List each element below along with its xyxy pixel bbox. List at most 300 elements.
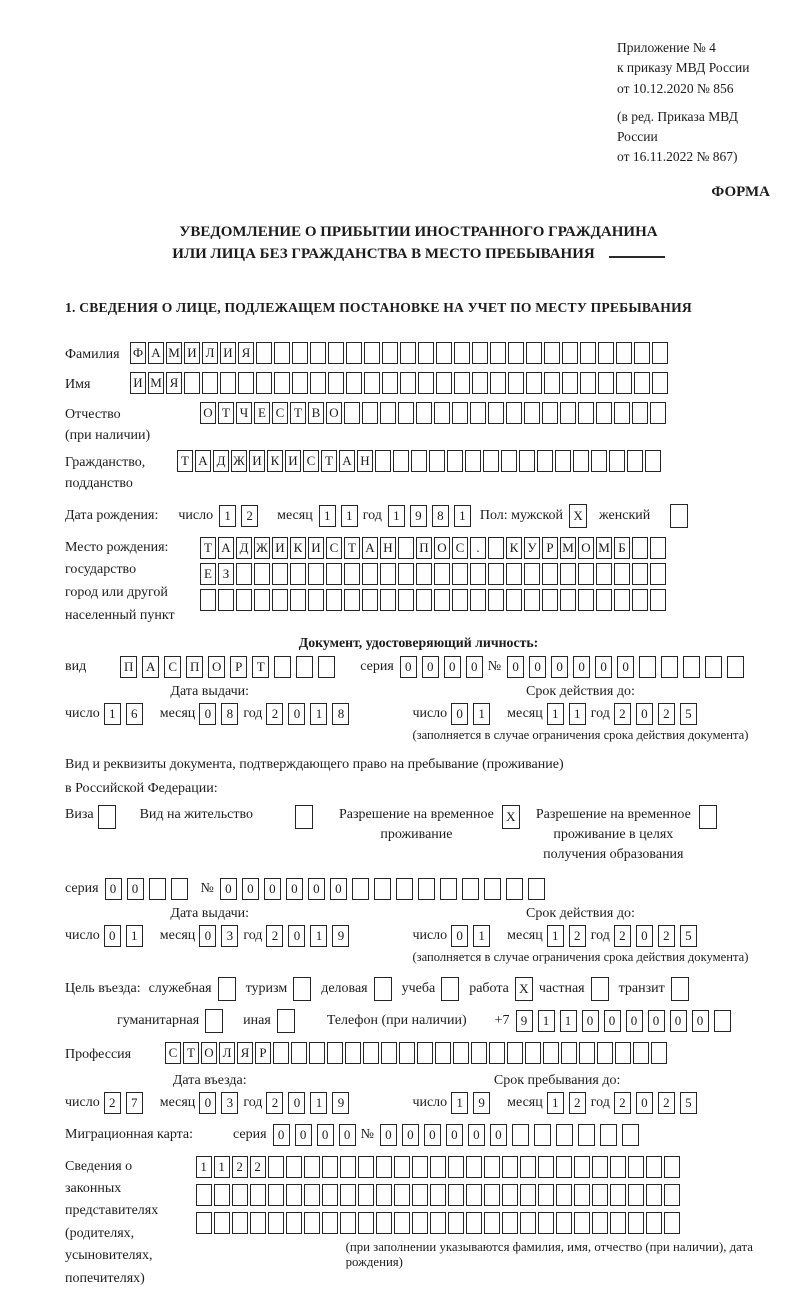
cell[interactable] [670,504,688,528]
cell[interactable]: И [285,450,301,472]
cell[interactable] [254,589,270,611]
cell[interactable] [308,563,324,585]
cell[interactable] [250,1184,266,1206]
cell[interactable]: М [560,537,576,559]
cell[interactable]: 0 [288,1092,305,1114]
cell[interactable] [340,1184,356,1206]
cell[interactable] [542,589,558,611]
cell[interactable] [574,1212,590,1234]
cell[interactable]: Я [238,342,254,364]
cell[interactable]: Л [202,342,218,364]
cell[interactable]: М [596,537,612,559]
cell[interactable] [615,1042,631,1064]
cell[interactable]: 9 [332,925,349,947]
cell[interactable] [699,805,717,829]
cell[interactable] [202,372,218,394]
cell[interactable] [268,1156,284,1178]
cell[interactable] [537,450,553,472]
cell[interactable]: 0 [105,878,122,900]
cell[interactable] [429,450,445,472]
cell[interactable] [364,372,380,394]
cell[interactable] [616,342,632,364]
cell[interactable]: 8 [221,703,238,725]
cell[interactable]: 0 [288,703,305,725]
cell[interactable]: Е [200,563,216,585]
cell[interactable] [488,402,504,424]
cell[interactable]: П [186,656,203,678]
cell[interactable]: 0 [422,656,439,678]
cell[interactable] [238,372,254,394]
cell[interactable] [274,342,290,364]
cell[interactable]: С [272,402,288,424]
cell[interactable] [250,1212,266,1234]
cell[interactable]: И [130,372,146,394]
cell[interactable]: 5 [680,925,697,947]
cell[interactable]: 9 [410,505,427,527]
cell[interactable] [592,1184,608,1206]
cell[interactable] [171,878,188,900]
cell[interactable]: Ф [130,342,146,364]
cell[interactable] [346,372,362,394]
cell[interactable]: 1 [104,703,121,725]
cell[interactable] [597,1042,613,1064]
cell[interactable] [472,372,488,394]
cell[interactable] [651,1042,667,1064]
cell[interactable] [362,563,378,585]
cell[interactable]: 0 [648,1010,665,1032]
cell[interactable] [634,372,650,394]
cell[interactable] [484,878,501,900]
cell[interactable] [416,589,432,611]
cell[interactable] [652,342,668,364]
cell[interactable] [220,372,236,394]
cell[interactable] [556,1156,572,1178]
cell[interactable]: 0 [286,878,303,900]
cell[interactable]: 1 [473,925,490,947]
cell[interactable]: О [326,402,342,424]
cell[interactable] [525,1042,541,1064]
cell[interactable]: 0 [295,1124,312,1146]
cell[interactable] [544,342,560,364]
cell[interactable]: 0 [507,656,524,678]
cell[interactable] [256,372,272,394]
cell[interactable] [596,589,612,611]
cell[interactable] [580,342,596,364]
cell[interactable]: А [218,537,234,559]
cell[interactable] [453,1042,469,1064]
cell[interactable] [470,589,486,611]
cell[interactable] [358,1184,374,1206]
cell[interactable]: 1 [310,1092,327,1114]
cell[interactable] [561,1042,577,1064]
cell[interactable] [200,589,216,611]
cell[interactable]: 1 [310,703,327,725]
cell[interactable]: 0 [451,703,468,725]
cell[interactable] [574,1184,590,1206]
cell[interactable]: 2 [658,925,675,947]
cell[interactable]: Н [357,450,373,472]
cell[interactable]: С [164,656,181,678]
cell[interactable]: 2 [266,1092,283,1114]
cell[interactable] [272,589,288,611]
cell[interactable] [318,656,335,678]
cell[interactable] [538,1212,554,1234]
cell[interactable] [448,1184,464,1206]
cell[interactable]: Р [255,1042,271,1064]
cell[interactable]: 2 [104,1092,121,1114]
cell[interactable]: 0 [617,656,634,678]
cell[interactable]: М [166,342,182,364]
cell[interactable]: X [515,977,533,1001]
cell[interactable] [430,1212,446,1234]
cell[interactable] [520,1212,536,1234]
cell[interactable]: И [220,342,236,364]
cell[interactable]: 0 [468,1124,485,1146]
cell[interactable]: 1 [569,703,586,725]
cell[interactable] [412,1212,428,1234]
cell[interactable]: 0 [551,656,568,678]
cell[interactable]: 0 [529,656,546,678]
cell[interactable] [524,563,540,585]
cell[interactable] [291,1042,307,1064]
cell[interactable] [556,1212,572,1234]
cell[interactable] [650,589,666,611]
cell[interactable]: В [308,402,324,424]
cell[interactable] [394,1184,410,1206]
cell[interactable] [344,402,360,424]
cell[interactable]: 5 [680,703,697,725]
cell[interactable] [616,372,632,394]
cell[interactable] [232,1184,248,1206]
cell[interactable] [506,589,522,611]
cell[interactable] [400,372,416,394]
cell[interactable] [196,1212,212,1234]
cell[interactable] [488,537,504,559]
cell[interactable]: 0 [582,1010,599,1032]
cell[interactable] [507,1042,523,1064]
cell[interactable]: Т [218,402,234,424]
cell[interactable] [98,805,116,829]
cell[interactable]: И [249,450,265,472]
cell[interactable]: 2 [614,925,631,947]
cell[interactable] [418,372,434,394]
cell[interactable] [652,372,668,394]
cell[interactable] [598,342,614,364]
cell[interactable]: 0 [199,925,216,947]
cell[interactable] [328,372,344,394]
cell[interactable] [488,563,504,585]
cell[interactable] [671,977,689,1001]
cell[interactable]: С [326,537,342,559]
cell[interactable]: 9 [473,1092,490,1114]
cell[interactable]: М [148,372,164,394]
cell[interactable] [592,1156,608,1178]
cell[interactable] [394,1156,410,1178]
cell[interactable] [714,1010,731,1032]
cell[interactable] [466,1212,482,1234]
cell[interactable]: 0 [446,1124,463,1146]
cell[interactable] [236,563,252,585]
cell[interactable] [555,450,571,472]
cell[interactable] [628,1212,644,1234]
cell[interactable] [447,450,463,472]
cell[interactable] [274,372,290,394]
cell[interactable] [512,1124,529,1146]
cell[interactable]: 0 [490,1124,507,1146]
cell[interactable] [519,450,535,472]
cell[interactable] [382,372,398,394]
cell[interactable]: А [339,450,355,472]
cell[interactable] [502,1212,518,1234]
cell[interactable] [411,450,427,472]
cell[interactable]: 0 [308,878,325,900]
cell[interactable] [664,1212,680,1234]
cell[interactable] [310,372,326,394]
cell[interactable] [273,1042,289,1064]
cell[interactable]: 1 [547,1092,564,1114]
cell[interactable] [218,589,234,611]
cell[interactable]: П [416,537,432,559]
cell[interactable]: И [308,537,324,559]
cell[interactable]: 0 [595,656,612,678]
cell[interactable] [465,450,481,472]
cell[interactable] [610,1212,626,1234]
cell[interactable]: Т [321,450,337,472]
cell[interactable] [610,1184,626,1206]
cell[interactable]: 1 [341,505,358,527]
cell[interactable] [393,450,409,472]
cell[interactable] [256,342,272,364]
cell[interactable]: А [195,450,211,472]
cell[interactable] [322,1212,338,1234]
cell[interactable]: П [120,656,137,678]
cell[interactable]: Я [166,372,182,394]
cell[interactable] [292,342,308,364]
cell[interactable] [322,1184,338,1206]
cell[interactable] [286,1184,302,1206]
cell[interactable] [340,1156,356,1178]
cell[interactable] [526,342,542,364]
cell[interactable] [436,342,452,364]
cell[interactable]: 0 [444,656,461,678]
cell[interactable]: 2 [569,1092,586,1114]
cell[interactable]: А [148,342,164,364]
cell[interactable] [542,563,558,585]
cell[interactable]: О [201,1042,217,1064]
cell[interactable] [376,1156,392,1178]
cell[interactable]: 0 [242,878,259,900]
cell[interactable]: С [452,537,468,559]
cell[interactable] [376,1184,392,1206]
cell[interactable]: О [434,537,450,559]
cell[interactable] [345,1042,361,1064]
cell[interactable] [578,589,594,611]
cell[interactable] [538,1184,554,1206]
cell[interactable] [448,1156,464,1178]
cell[interactable]: О [208,656,225,678]
cell[interactable] [214,1212,230,1234]
cell[interactable] [578,402,594,424]
cell[interactable] [632,563,648,585]
cell[interactable]: 1 [451,1092,468,1114]
cell[interactable] [310,342,326,364]
cell[interactable] [417,1042,433,1064]
cell[interactable] [268,1212,284,1234]
cell[interactable]: Д [213,450,229,472]
cell[interactable]: 3 [221,925,238,947]
cell[interactable] [396,878,413,900]
cell[interactable]: 1 [219,505,236,527]
cell[interactable] [574,1156,590,1178]
cell[interactable] [544,372,560,394]
cell[interactable] [254,563,270,585]
cell[interactable] [205,1009,223,1033]
cell[interactable] [352,878,369,900]
cell[interactable]: 0 [380,1124,397,1146]
cell[interactable] [292,372,308,394]
cell[interactable] [661,656,678,678]
cell[interactable]: Д [236,537,252,559]
cell[interactable] [286,1212,302,1234]
cell[interactable]: У [524,537,540,559]
cell[interactable] [562,342,578,364]
cell[interactable]: 2 [250,1156,266,1178]
cell[interactable] [506,402,522,424]
cell[interactable]: 1 [547,925,564,947]
cell[interactable] [398,589,414,611]
cell[interactable] [470,402,486,424]
cell[interactable] [609,450,625,472]
cell[interactable] [380,589,396,611]
cell[interactable]: 8 [332,703,349,725]
cell[interactable] [490,372,506,394]
cell[interactable]: 3 [221,1092,238,1114]
cell[interactable] [580,372,596,394]
cell[interactable]: Ж [231,450,247,472]
cell[interactable] [650,402,666,424]
cell[interactable] [304,1184,320,1206]
cell[interactable]: И [184,342,200,364]
cell[interactable]: Т [183,1042,199,1064]
cell[interactable] [362,589,378,611]
cell[interactable]: Т [290,402,306,424]
cell[interactable] [412,1156,428,1178]
cell[interactable] [364,342,380,364]
cell[interactable] [634,342,650,364]
cell[interactable] [632,537,648,559]
cell[interactable] [452,402,468,424]
cell[interactable] [272,563,288,585]
cell[interactable] [524,402,540,424]
cell[interactable] [556,1124,573,1146]
cell[interactable]: 0 [104,925,121,947]
cell[interactable] [274,656,291,678]
cell[interactable]: 0 [670,1010,687,1032]
cell[interactable]: 5 [680,1092,697,1114]
cell[interactable] [484,1156,500,1178]
cell[interactable]: О [578,537,594,559]
cell[interactable]: Н [380,537,396,559]
cell[interactable]: 0 [573,656,590,678]
cell[interactable]: 0 [273,1124,290,1146]
cell[interactable]: Я [237,1042,253,1064]
cell[interactable] [400,342,416,364]
cell[interactable] [375,450,391,472]
cell[interactable] [683,656,700,678]
cell[interactable] [358,1212,374,1234]
cell[interactable] [430,1184,446,1206]
cell[interactable] [524,589,540,611]
cell[interactable] [454,342,470,364]
cell[interactable]: А [142,656,159,678]
cell[interactable] [380,402,396,424]
cell[interactable] [440,878,457,900]
cell[interactable] [506,878,523,900]
cell[interactable] [346,342,362,364]
cell[interactable]: Е [254,402,270,424]
cell[interactable] [562,372,578,394]
cell[interactable] [232,1212,248,1234]
cell[interactable] [304,1156,320,1178]
cell[interactable] [502,1184,518,1206]
cell[interactable]: 1 [547,703,564,725]
cell[interactable] [286,1156,302,1178]
cell[interactable] [591,977,609,1001]
cell[interactable]: 0 [400,656,417,678]
cell[interactable]: 0 [288,925,305,947]
cell[interactable] [430,1156,446,1178]
cell[interactable]: 2 [614,703,631,725]
cell[interactable] [526,372,542,394]
cell[interactable]: С [303,450,319,472]
cell[interactable]: 0 [604,1010,621,1032]
cell[interactable] [578,563,594,585]
cell[interactable]: И [272,537,288,559]
cell[interactable] [489,1042,505,1064]
cell[interactable] [520,1184,536,1206]
cell[interactable]: Р [542,537,558,559]
cell[interactable] [472,342,488,364]
cell[interactable] [502,1156,518,1178]
cell[interactable]: 0 [466,656,483,678]
cell[interactable] [327,1042,343,1064]
cell[interactable] [184,372,200,394]
cell[interactable] [436,372,452,394]
cell[interactable]: 0 [692,1010,709,1032]
cell[interactable] [538,1156,554,1178]
cell[interactable] [501,450,517,472]
cell[interactable] [196,1184,212,1206]
cell[interactable]: О [200,402,216,424]
cell[interactable] [374,977,392,1001]
cell[interactable] [591,450,607,472]
cell[interactable] [470,563,486,585]
cell[interactable] [399,1042,415,1064]
cell[interactable]: 2 [658,703,675,725]
cell[interactable] [639,656,656,678]
cell[interactable]: 1 [538,1010,555,1032]
cell[interactable] [290,563,306,585]
cell[interactable]: 0 [220,878,237,900]
cell[interactable]: 0 [636,1092,653,1114]
cell[interactable]: . [470,537,486,559]
cell[interactable] [452,563,468,585]
cell[interactable] [374,878,391,900]
cell[interactable]: 0 [424,1124,441,1146]
cell[interactable] [542,402,558,424]
cell[interactable] [290,589,306,611]
cell[interactable]: 0 [339,1124,356,1146]
